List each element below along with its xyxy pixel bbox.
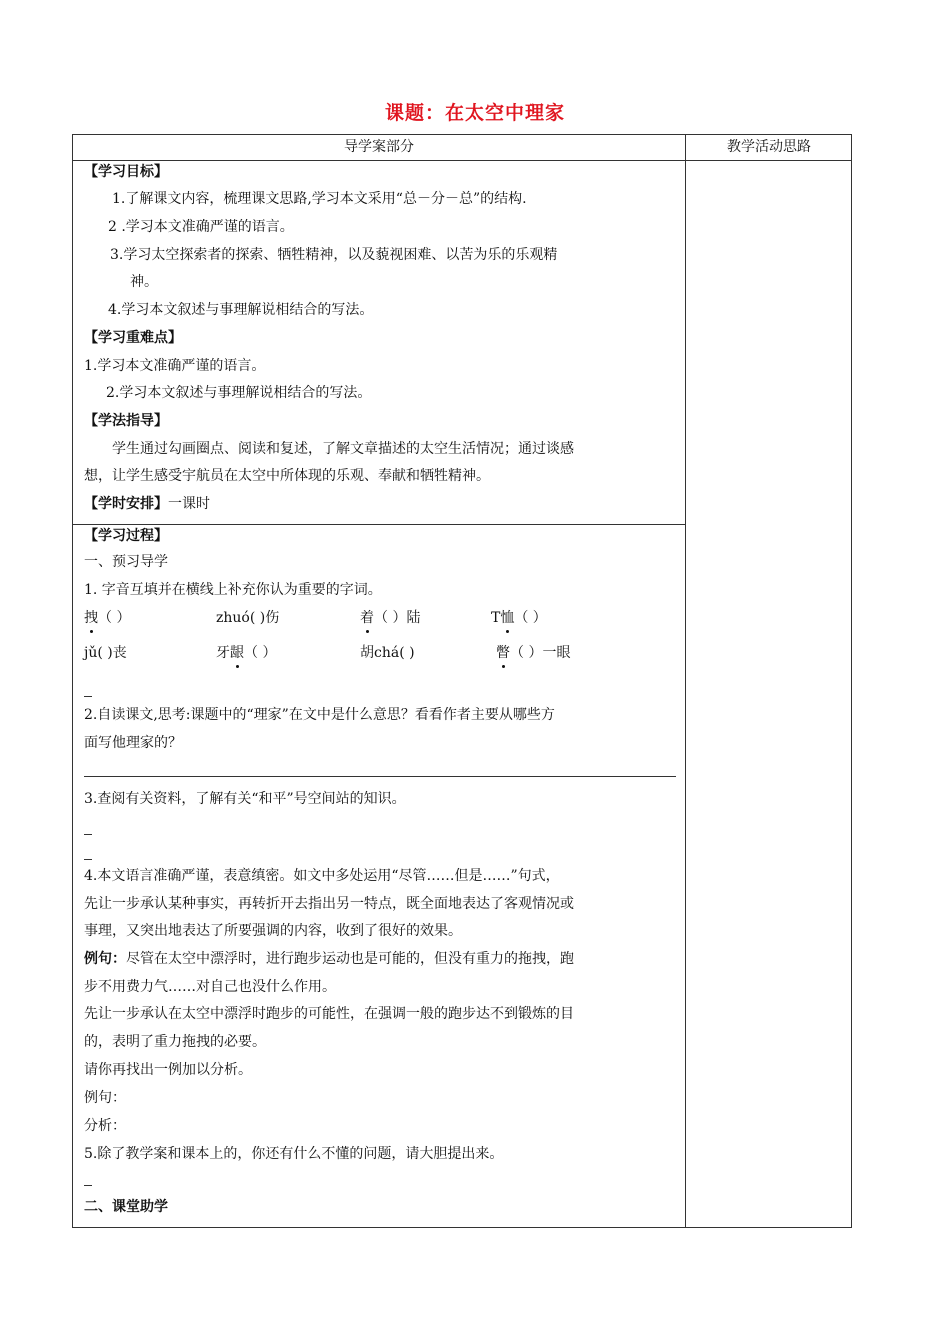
dotted-char: 恤 bbox=[500, 610, 515, 626]
question-2: 2.自读课文,思考:课题中的“理家”在文中是什么意思？看看作者主要从哪些方 bbox=[84, 707, 555, 723]
page-title: 课题：在太空中理家 bbox=[384, 102, 565, 124]
goal-item-1: 1.了解课文内容，梳理课文思路,学习本文采用“总－分－总”的结构. bbox=[112, 191, 527, 207]
section-preview: 一、预习导学 bbox=[84, 554, 168, 570]
keypoint-item-1: 1.学习本文准确严谨的语言。 bbox=[84, 358, 266, 374]
question-4: 4.本文语言准确严谨，表意缜密。如文中多处运用“尽管……但是……”句式， bbox=[84, 868, 560, 884]
pinyin-item: 瞥（ ）一眼 bbox=[496, 645, 571, 661]
method-heading: 【学法指导】 bbox=[84, 413, 168, 429]
pinyin-item: 胡chá( ) bbox=[360, 645, 415, 661]
keypoint-item-2: 2.学习本文叙述与事理解说相结合的写法。 bbox=[106, 385, 372, 401]
analysis-text: 先让一步承认在太空中漂浮时跑步的可能性，在强调一般的跑步达不到锻炼的目 bbox=[84, 1006, 574, 1022]
method-text-1: 学生通过勾画圈点、阅读和复述，了解文章描述的太空生活情况；通过谈感 bbox=[112, 441, 574, 457]
answer-blank bbox=[84, 859, 92, 860]
answer-blank bbox=[84, 1185, 92, 1186]
analysis-prompt: 分析： bbox=[84, 1118, 126, 1134]
dotted-char: 瞥 bbox=[496, 645, 510, 661]
example-label: 例句： bbox=[84, 951, 126, 967]
goal-item-3: 3.学习太空探索者的探索、牺牲精神，以及藐视困难、以苦为乐的乐观精 bbox=[110, 247, 558, 263]
question-3: 3.查阅有关资料，了解有关“和平”号空间站的知识。 bbox=[84, 791, 406, 807]
question-4-cont: 先让一步承认某种事实，再转折开去指出另一特点，既全面地表达了客观情况或 bbox=[84, 896, 574, 912]
section-divider bbox=[72, 524, 686, 525]
process-heading: 【学习过程】 bbox=[84, 528, 168, 544]
example-sentence-cont: 步不用费力气……对自己也没什么作用。 bbox=[84, 979, 336, 995]
task-prompt: 请你再找出一例加以分析。 bbox=[84, 1062, 252, 1078]
goal-item-4: 4.学习本文叙述与事理解说相结合的写法。 bbox=[108, 302, 374, 318]
pinyin-item: 拽（ ） bbox=[84, 610, 131, 626]
schedule-heading: 【学时安排】 bbox=[84, 496, 168, 512]
pinyin-item: 牙龈（ ） bbox=[216, 645, 277, 661]
question-5: 5.除了教学案和课本上的，你还有什么不懂的问题，请大胆提出来。 bbox=[84, 1146, 504, 1162]
answer-blank bbox=[84, 834, 92, 835]
pinyin-item: 着（ ）陆 bbox=[360, 610, 421, 626]
pinyin-item: T恤（ ） bbox=[491, 610, 547, 626]
method-text-2: 想，让学生感受宇航员在太空中所体现的乐观、奉献和牺牲精神。 bbox=[84, 468, 490, 484]
dotted-char: 拽 bbox=[84, 610, 98, 626]
keypoints-heading: 【学习重难点】 bbox=[84, 330, 182, 346]
column-divider bbox=[685, 134, 686, 1228]
question-2-cont: 面写他理家的？ bbox=[84, 735, 182, 751]
example-sentence: 例句：尽管在太空中漂浮时，进行跑步运动也是可能的，但没有重力的拖拽，跑 bbox=[84, 951, 574, 967]
example-prompt: 例句： bbox=[84, 1090, 126, 1106]
answer-line bbox=[84, 776, 676, 777]
dotted-char: 龈 bbox=[230, 645, 244, 661]
header-divider bbox=[72, 160, 852, 161]
pinyin-item: zhuó( )伤 bbox=[216, 610, 280, 626]
pinyin-item: jǔ( )丧 bbox=[84, 645, 127, 661]
question-4-cont: 事理，又突出地表达了所要强调的内容，收到了很好的效果。 bbox=[84, 923, 462, 939]
section-classroom: 二、课堂助学 bbox=[84, 1199, 168, 1215]
goal-item-2: 2 .学习本文准确严谨的语言。 bbox=[108, 219, 294, 235]
goal-item-3-cont: 神。 bbox=[130, 274, 158, 290]
question-1: 1. 字音互填并在横线上补充你认为重要的字词。 bbox=[84, 582, 382, 598]
goals-heading: 【学习目标】 bbox=[84, 164, 168, 180]
header-guide-section: 导学案部分 bbox=[344, 139, 414, 155]
schedule-value: 一课时 bbox=[168, 496, 210, 512]
analysis-text-cont: 的，表明了重力拖拽的必要。 bbox=[84, 1034, 266, 1050]
dotted-char: 着 bbox=[360, 610, 374, 626]
schedule-row bbox=[84, 494, 210, 514]
header-teaching-notes: 教学活动思路 bbox=[727, 139, 811, 155]
answer-blank bbox=[84, 696, 92, 697]
